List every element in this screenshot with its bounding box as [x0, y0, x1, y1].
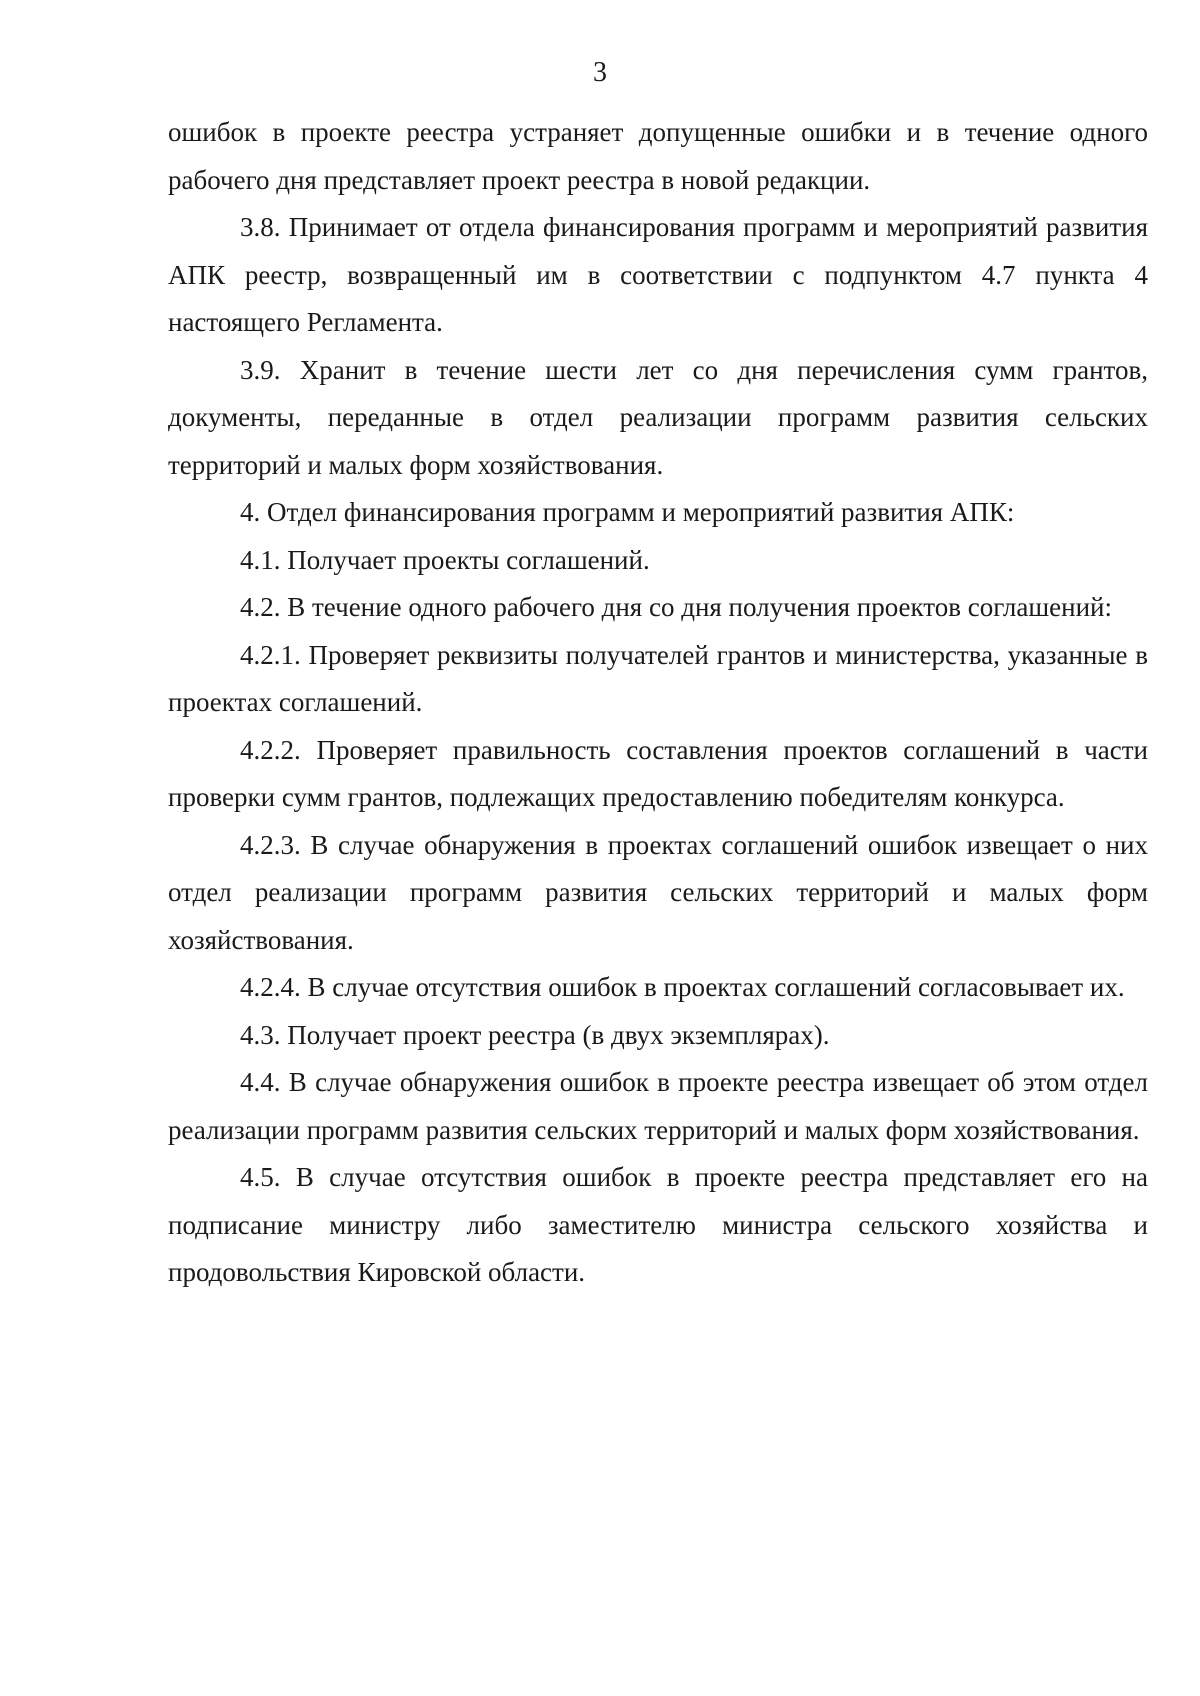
paragraph-4-2: 4.2. В течение одного рабочего дня со дня получения проектов соглашений:	[240, 592, 1112, 622]
paragraph-continuation: ошибок в проекте реестра устраняет допущенные ошибки и в течение одного рабочего дня представляет проект реестра в новой редакции.	[168, 117, 1148, 195]
paragraph-4-3: 4.3. Получает проект реестра (в двух экземплярах).	[240, 1019, 830, 1050]
paragraph-4-4: 4.4. В случае обнаружения ошибок в проекте реестра извещает об этом отдел реализации программ развития сельских территорий и малых форм хозяйствования.	[168, 1067, 1148, 1145]
paragraph-4-5: 4.5. В случае отсутствия ошибок в проекте реестра представляет его на подписание министру либо заместителю министра сельского хозяйства и продовольствия Кировской области.	[168, 1162, 1148, 1287]
paragraph-4-2-3: 4.2.3. В случае обнаружения в проектах соглашений ошибок извещает о них отдел реализации программ развития сельских территорий и малых форм хозяйствования.	[168, 829, 1148, 955]
page-number: 3	[593, 57, 607, 88]
document-body	[168, 109, 1148, 1297]
paragraph-4-2-1: 4.2.1. Проверяет реквизиты получателей грантов и министерства, указанные в проектах соглашений.	[168, 639, 1148, 717]
paragraph-4: 4. Отдел финансирования программ и мероприятий развития АПК:	[240, 497, 1015, 527]
paragraph-3-8: 3.8. Принимает от отдела финансирования программ и мероприятий развития АПК реестр, возвращенный им в соответствии с подпунктом 4.7 пункта 4 настоящего Регламента.	[168, 212, 1148, 337]
paragraph-3-9: 3.9. Хранит в течение шести лет со дня перечисления сумм грантов, документы, переданные в отдел реализации программ развития сельских территорий и малых форм хозяйствования.	[168, 354, 1148, 480]
paragraph-4-1: 4.1. Получает проекты соглашений.	[240, 544, 650, 575]
paragraph-4-2-4: 4.2.4. В случае отсутствия ошибок в проектах соглашений согласовывает их.	[240, 972, 1125, 1002]
paragraph-4-2-2: 4.2.2. Проверяет правильность составления проектов соглашений в части проверки сумм грантов, подлежащих предоставлению победителям конкурса.	[168, 734, 1148, 812]
